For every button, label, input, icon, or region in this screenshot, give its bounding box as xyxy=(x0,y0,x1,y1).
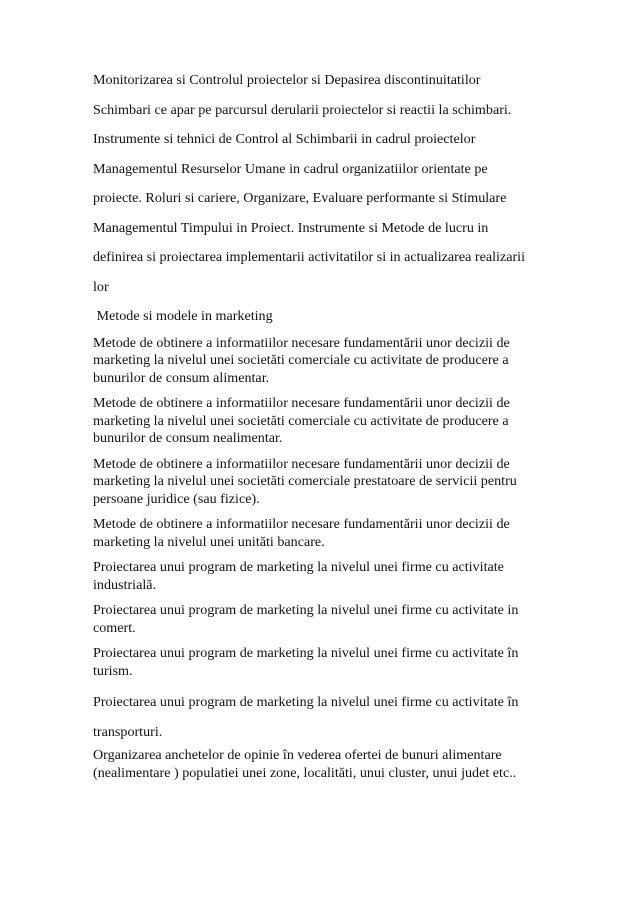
text-line: Managementul Timpului in Proiect. Instrumente si Metode de lucru in xyxy=(93,219,489,236)
text-line: lor xyxy=(93,278,109,295)
text-line: bunurilor de consum nealimentar. xyxy=(93,430,283,446)
text-line: bunurilor de consum alimentar. xyxy=(93,369,270,386)
text-line: Proiectarea unui program de marketing la nivelul unei firme cu activitate în xyxy=(93,694,519,710)
text-line: Instrumente si tehnici de Control al Schimbarii in cadrul proiectelor xyxy=(93,131,476,147)
text-line: Metode de obtinere a informatiilor necesare fundamentării unor decizii de xyxy=(93,455,510,472)
text-line: Managementul Resurselor Umane in cadrul organizatiilor orientate pe xyxy=(93,160,488,177)
text-line: Metode de obtinere a informatiilor necesare fundamentării unor decizii de xyxy=(93,334,510,351)
text-line: marketing la nivelul unei societăti comerciale cu activitate de producere a xyxy=(93,352,509,368)
paragraph-block xyxy=(93,516,563,551)
text-line: industrială. xyxy=(93,576,157,593)
text-line: proiecte. Roluri si cariere, Organizare, Evaluare performante si Stimulare xyxy=(93,190,507,206)
text-line: turism. xyxy=(93,662,133,679)
text-line: comert. xyxy=(93,619,136,636)
text-line: (nealimentare ) populatiei unei zone, localităti, unui cluster, unui judet etc.. xyxy=(93,764,517,781)
paragraph-block xyxy=(93,559,563,594)
paragraph-block xyxy=(93,395,563,448)
text-line: Metode de obtinere a informatiilor necesare fundamentării unor decizii de xyxy=(93,395,510,411)
paragraph-block xyxy=(93,456,563,509)
paragraph-block xyxy=(93,602,563,637)
text-line: Proiectarea unui program de marketing la nivelul unei firme cu activitate xyxy=(93,559,504,575)
text-line: Proiectarea unui program de marketing la nivelul unei firme cu activitate in xyxy=(93,602,519,618)
text-line: Proiectarea unui program de marketing la nivelul unei firme cu activitate în xyxy=(93,645,519,661)
text-line: persoane juridice (sau fizice). xyxy=(93,490,260,507)
paragraph-block xyxy=(93,747,563,782)
text-line: Metode de obtinere a informatiilor necesare fundamentării unor decizii de xyxy=(93,516,510,532)
text-line: marketing la nivelul unei societăti comerciale prestatoare de servicii pentru xyxy=(93,473,517,489)
text-line: Schimbari ce apar pe parcursul derularii proiectelor si reactii la schimbari. xyxy=(93,101,512,118)
text-line: transporturi. xyxy=(93,723,163,740)
paragraph-block xyxy=(93,645,563,680)
text-line: marketing la nivelul unei societăti comerciale cu activitate de producere a xyxy=(93,412,509,429)
section-heading: Metode si modele in marketing xyxy=(93,308,273,324)
text-line: Monitorizarea si Controlul proiectelor si Depasirea discontinuitatilor xyxy=(93,72,481,88)
paragraph-block xyxy=(93,335,563,388)
text-line: definirea si proiectarea implementarii activitatilor si in actualizarea realizarii xyxy=(93,249,525,265)
document-page xyxy=(93,66,563,790)
text-line: Organizarea anchetelor de opinie în vederea ofertei de bunuri alimentare xyxy=(93,747,502,763)
text-line: marketing la nivelul unei unităti bancare. xyxy=(93,533,325,550)
